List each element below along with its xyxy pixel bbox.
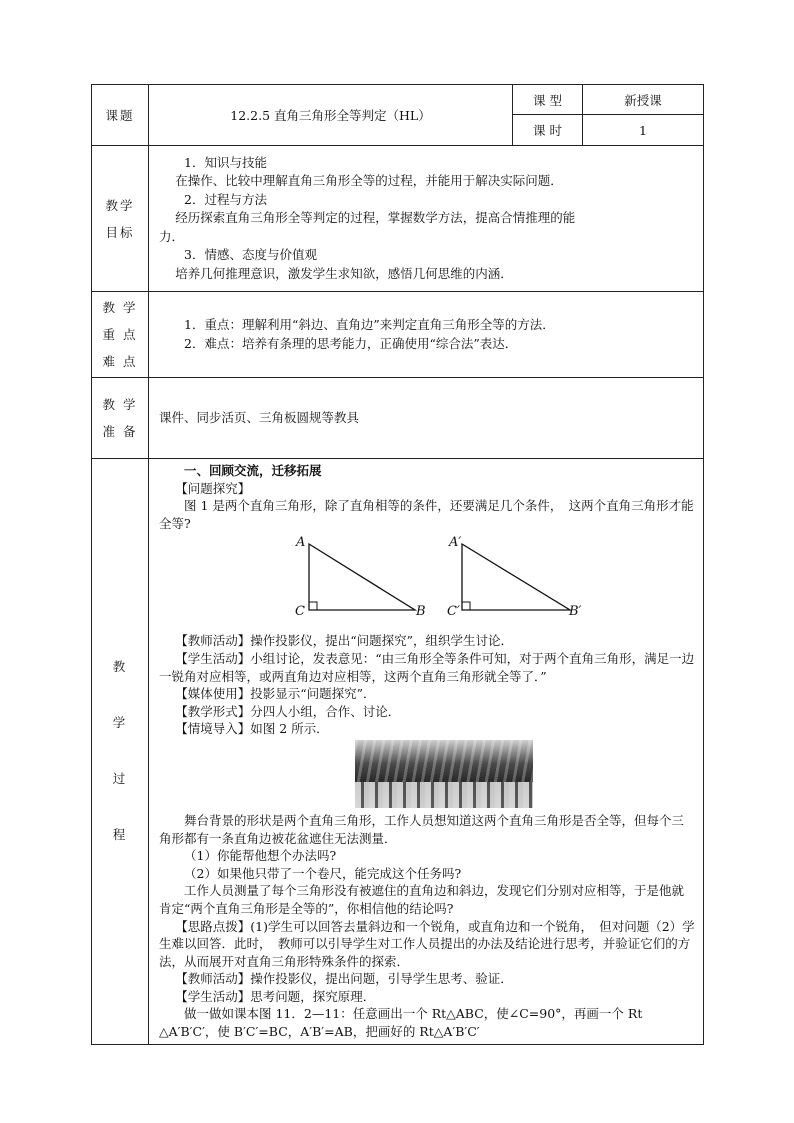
process-content [149, 459, 704, 1045]
topic-label: 课题 [92, 85, 149, 146]
process-label-char-4: 程 [112, 827, 128, 843]
problem-explore-tag: 【问题探究】 [175, 480, 251, 496]
key-points-label-line-1: 教 学 [102, 300, 138, 315]
objective-heading-2: 2．过程与方法 [184, 191, 267, 207]
worker-measurement-text: 工作人员测量了每个三角形没有被遮住的直角边和斜边，发现它们分别对应相等，于是他就肯定“两个直角三角形是全等的”，你相信他的结论吗? [159, 883, 685, 916]
scenario-intro: 【情境导入】如图 2 所示． [175, 721, 329, 737]
objective-heading-3: 3．情感、态度与价值观 [184, 247, 317, 263]
vertex-label-b: B [416, 604, 426, 620]
process-label-char-3: 过 [112, 771, 128, 787]
key-point-2: 2．难点：培养有条理的思考能力，正确使用“综合法”表达． [184, 335, 518, 351]
student-activity-2: 【学生活动】思考问题，探究原理． [175, 988, 376, 1004]
objectives-content [149, 146, 704, 292]
media-use: 【媒体使用】投影显示“问题探究”． [175, 686, 376, 702]
right-angle-mark-c [309, 602, 317, 610]
teacher-activity-1: 【教师活动】操作投影仪，提出“问题探究”，组织学生讨论． [175, 633, 514, 649]
preparation-content: 课件、同步活页、三角板圆规等教具 [149, 378, 704, 459]
key-points-label-line-2: 重 点 [102, 327, 138, 342]
vertex-label-c-prime: C′ [447, 604, 460, 620]
stage-problem-text: 舞台背景的形状是两个直角三角形，工作人员想知道这两个直角三角形是否全等，但每个三角形都有一条直角边被花盆遮住无法测量． [159, 812, 685, 846]
triangles-diagram [159, 532, 719, 632]
key-points-label-line-3: 难 点 [102, 354, 138, 369]
preparation-label [92, 378, 149, 459]
lesson-hours-label: 课 时 [513, 115, 583, 146]
figure-1-triangles [159, 532, 695, 632]
figure-2-stage-photo [159, 738, 695, 812]
right-angle-mark-c2 [462, 602, 470, 610]
stage-photo-light-beams [355, 740, 533, 782]
lesson-hours-value: 1 [583, 115, 704, 146]
lesson-plan-table [91, 84, 704, 1045]
process-heading: 一、回顾交流，迁移拓展 [184, 463, 322, 478]
stage-photo-flowerpots [355, 782, 533, 808]
vertex-label-b-prime: B′ [569, 604, 582, 620]
objectives-label [92, 146, 149, 292]
triangle-abc [309, 544, 415, 610]
objective-text-1: 在操作、比较中理解直角三角形全等的过程，并能用于解决实际问题． [175, 173, 563, 189]
key-points-content [149, 292, 704, 378]
lesson-type-label: 课 型 [513, 85, 583, 115]
objective-text-3: 培养几何推理意识，激发学生求知欲，感悟几何思维的内涵． [175, 265, 513, 281]
lesson-title: 12.2.5 直角三角形全等判定（HL） [149, 85, 513, 146]
try-it-text: 做一做如课本图 11．2—11：任意画出一个 Rt△ABC，使∠C=90°，再画一个 Rt △A′B′C′，使 B′C′=BC，A′B′=AB，把画好的 Rt△A′B′C′ [159, 1006, 655, 1040]
preparation-label-line-1: 教 学 [102, 397, 138, 412]
teacher-activity-2: 【教师活动】操作投影仪，提出问题，引导学生思考、验证． [175, 971, 513, 987]
process-label-char-1: 教 [112, 659, 128, 675]
preparation-label-line-2: 准 备 [102, 424, 138, 439]
objectives-label-line-2: 目标 [105, 224, 135, 240]
key-point-1: 1．重点：理解利用“斜边、直角边”来判定直角三角形全等的方法． [184, 317, 555, 332]
objective-heading-1: 1．知识与技能 [184, 154, 267, 170]
lesson-type-value: 新授课 [583, 85, 704, 115]
key-points-label [92, 292, 149, 378]
vertex-label-c: C [295, 604, 305, 620]
process-label-char-2: 学 [112, 715, 128, 731]
teaching-form: 【教学形式】分四人小组，合作、讨论． [175, 703, 401, 719]
problem-explore-text: 图 1 是两个直角三角形，除了直角相等的条件，还要满足几个条件， 这两个直角三角形才能全等? [159, 498, 694, 531]
triangle-a2b2c2 [462, 544, 570, 610]
student-activity-1: 【学生活动】小组讨论，发表意见：“由三角形全等条件可知，对于两个直角三角形，满足一边一锐角对应相等，或两直角边对应相等，这两个直角三角形就全等了．” [159, 650, 695, 684]
vertex-label-a-prime: A′ [449, 535, 462, 551]
objectives-label-line-1: 教学 [105, 197, 135, 213]
question-1: （1）你能帮他想个办法吗? [184, 848, 337, 864]
thinking-hint: 【思路点拨】(1)学生可以回答去量斜边和一个锐角，或直角边和一个锐角， 但对问题（2）学生难以回答．此时， 教师可以引导学生对工作人员提出的办法及结论进行思考，并验证它们的方法，从而展开对直角三角形特殊条件的探索． [159, 918, 695, 969]
objective-text-2-cont: 力． [159, 228, 185, 244]
process-label [92, 459, 149, 1045]
objective-text-2: 经历探索直角三角形全等判定的过程，掌握数学方法，提高合情推理的能 [175, 210, 576, 226]
question-2: （2）如果他只带了一个卷尺，能完成这个任务吗? [184, 865, 462, 881]
vertex-label-a: A [296, 535, 306, 551]
